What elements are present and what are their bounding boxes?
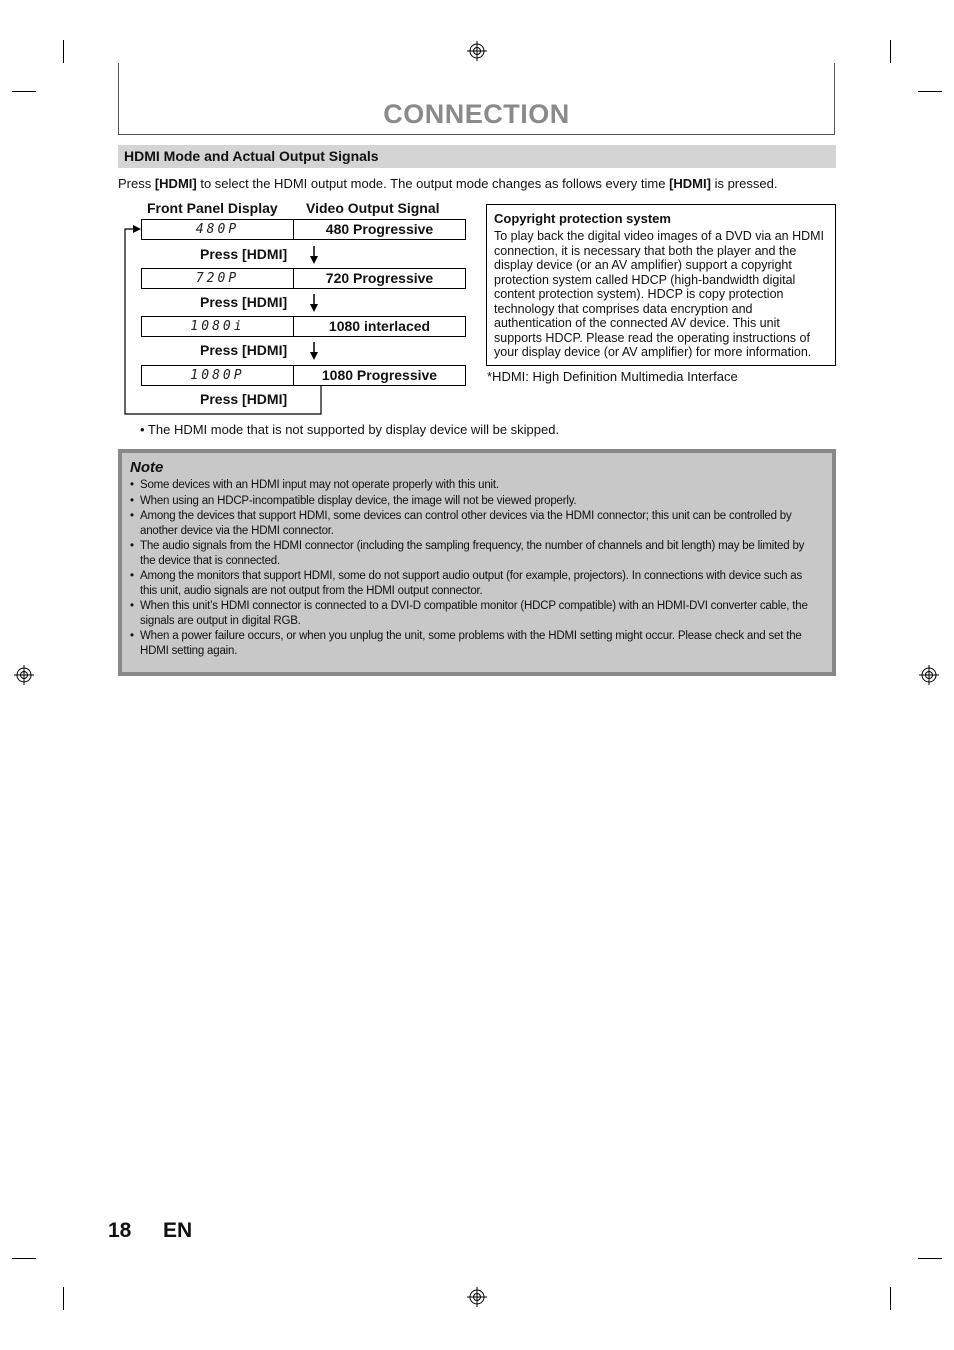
- bullet-icon: •: [130, 600, 134, 612]
- crop-mark: [63, 40, 64, 63]
- note-item: [130, 599, 822, 628]
- crop-mark: [63, 1287, 64, 1310]
- arrow-right-icon: [133, 225, 141, 233]
- col-header-video-output: Video Output Signal: [306, 200, 440, 216]
- note-item-text: When a power failure occurs, or when you unplug the unit, some problems with the HDMI setting might occur. Please check and set the HDMI setting again.: [140, 630, 802, 657]
- note-item-text: Among the devices that support HDMI, some devices can control other devices via the HDMI connector; this unit can be controlled by another device via the HDMI connector.: [140, 510, 792, 537]
- press-hdmi-label: Press [HDMI]: [200, 294, 288, 310]
- intro-prefix: Press: [118, 176, 155, 191]
- registration-mark-icon: [467, 41, 487, 61]
- note-box: [118, 449, 836, 676]
- note-item-text: Some devices with an HDMI input may not operate properly with this unit.: [140, 479, 499, 491]
- intro-key: [HDMI]: [154, 176, 197, 191]
- crop-mark: [12, 1258, 36, 1259]
- note-item-text: When this unit’s HDMI connector is connected to a DVI-D compatible monitor (HDCP compatible) with an HDMI-DVI converter cable, the signals are output in digital RGB.: [140, 600, 808, 627]
- page-number: 18: [108, 1219, 132, 1242]
- note-item: [130, 509, 822, 538]
- crop-mark: [890, 1287, 891, 1310]
- note-item-text: The audio signals from the HDMI connector (including the sampling frequency, the number of channels and bit length) may be limited by the device that is connected.: [140, 540, 805, 567]
- copyright-title: Copyright protection system: [494, 211, 671, 226]
- registration-mark-icon: [14, 665, 34, 685]
- intro-key: [HDMI]: [669, 176, 711, 191]
- press-hdmi-label: Press [HDMI]: [200, 246, 288, 262]
- press-hdmi-label: Press [HDMI]: [200, 391, 288, 407]
- front-panel-display: 1080i: [141, 316, 294, 337]
- cycle-flow-arrows: [120, 215, 450, 420]
- section-header: [118, 145, 836, 168]
- page-header: [118, 63, 835, 135]
- note-item: [130, 569, 822, 598]
- note-list: [130, 478, 822, 658]
- page-title: CONNECTION: [383, 99, 570, 129]
- copyright-info-box: [486, 204, 836, 366]
- video-output-signal: 1080 interlaced: [293, 316, 466, 337]
- front-panel-display: 1080P: [141, 365, 294, 386]
- press-hdmi-label: Press [HDMI]: [200, 342, 288, 358]
- registration-mark-icon: [467, 1287, 487, 1307]
- video-output-signal: 720 Progressive: [293, 268, 466, 289]
- bullet-icon: •: [130, 479, 134, 491]
- front-panel-display: 480P: [141, 219, 294, 240]
- crop-mark: [918, 1258, 942, 1259]
- intro-suffix: is pressed.: [710, 176, 778, 191]
- note-item: [130, 478, 822, 493]
- bullet-icon: •: [130, 494, 134, 507]
- arrow-down-icon: [310, 256, 318, 264]
- note-item-text: When using an HDCP-incompatible display device, the image will not be viewed properly.: [140, 494, 577, 507]
- arrow-down-icon: [310, 304, 318, 312]
- video-output-signal: 1080 Progressive: [293, 365, 466, 386]
- note-item: [130, 629, 822, 658]
- bullet-icon: •: [130, 540, 134, 552]
- crop-mark: [12, 91, 36, 92]
- intro-middle: to select the HDMI output mode. The output mode changes as follows every time: [196, 176, 670, 191]
- language-code: EN: [163, 1219, 193, 1242]
- bullet-icon: •: [130, 570, 134, 582]
- note-content: [122, 453, 832, 672]
- note-item: [130, 494, 822, 509]
- col-header-front-panel: Front Panel Display: [147, 200, 278, 216]
- video-output-signal: 480 Progressive: [293, 219, 466, 240]
- crop-mark: [890, 40, 891, 63]
- note-item-text: Among the monitors that support HDMI, some do not support audio output (for example, projectors). In connections with device such as this unit, audio signals are not output from the HDMI output connector.: [140, 570, 803, 597]
- copyright-body: To play back the digital video images of a DVD via an HDMI connection, it is necessary that both the player and the display device (or an AV amplifier) support a copyright protection system called HDCP (high-bandwidth digital content protection system). HDCP is copy protection technology that comprises data encryption and authentication of the connected AV device. This unit supports HDCP. Please read the operating instructions of your display device (or AV amplifier) for more information.: [494, 229, 825, 359]
- bullet-icon: •: [130, 510, 134, 522]
- section-title: HDMI Mode and Actual Output Signals: [124, 148, 379, 164]
- registration-mark-icon: [919, 665, 939, 685]
- crop-mark: [918, 91, 942, 92]
- hdmi-footnote: *HDMI: High Definition Multimedia Interface: [487, 369, 738, 384]
- front-panel-display: 720P: [141, 268, 294, 289]
- arrow-down-icon: [310, 352, 318, 360]
- skip-note: • The HDMI mode that is not supported by display device will be skipped.: [140, 422, 560, 437]
- note-item: [130, 539, 822, 568]
- bullet-icon: •: [130, 630, 134, 642]
- intro-text: [118, 176, 777, 191]
- note-title: Note: [130, 459, 164, 476]
